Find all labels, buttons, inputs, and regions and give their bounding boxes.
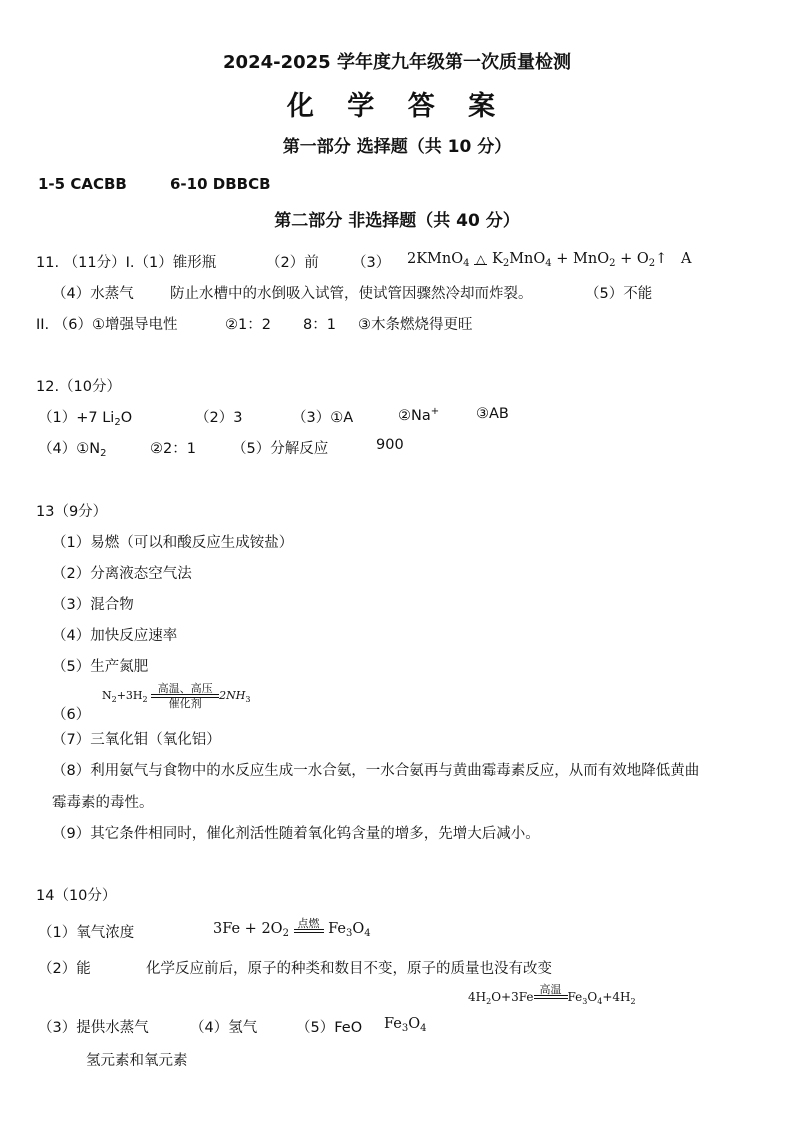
q12-heading: 12.（10分）	[36, 379, 122, 395]
q14-line2-b: 化学反应前后，原子的种类和数目不变，原子的质量也没有改变	[146, 961, 552, 977]
q13-item-8a: （8）利用氨气与食物中的水反应生成一水合氨，一水合氨再与黄曲霉毒素反应，从而有效地降低黄曲	[52, 763, 700, 779]
q12-line1-a: （1）+7 $Li_2O$	[38, 410, 133, 428]
mc-answers-6-10: 6-10 DBBCB	[170, 175, 271, 193]
q12-line2-a: $(4)①N_2$	[38, 441, 107, 459]
q14-line3-d: $Fe_3O_4$	[384, 1016, 427, 1034]
q13-equation: $N_2+3H_2$ 高温、高压 催化剂 $2NH_3$	[102, 682, 251, 710]
q13-item-2: （2）分离液态空气法	[52, 566, 192, 582]
q11-line1-b: （2）前	[266, 255, 319, 271]
q11-line3-d: ③木条燃烧得更旺	[358, 317, 473, 333]
q13-item-3: （3）混合物	[52, 597, 134, 613]
q14-line1-a: （1）氧气浓度	[38, 925, 135, 941]
page-subtitle: 化 学 答 案	[286, 91, 508, 122]
gas-arrow: ↑	[655, 251, 668, 267]
q13-item-7: （7）三氧化钼（氧化铝）	[52, 732, 221, 748]
q13-item-8b: 霉毒素的毒性。	[52, 795, 154, 811]
q11-equation: 2KMnO$_4$ △ $K_2MnO_4 + MnO_2$ + $O_2↑$	[407, 251, 668, 269]
part1-heading: 第一部分 选择题（共 10 分）	[282, 137, 512, 157]
q11-line2-a: （4）水蒸气	[52, 286, 134, 302]
q11-line3-c: 8：1	[303, 317, 336, 333]
q13-item-6: （6）	[52, 707, 91, 723]
q14-heading: 14（10分）	[36, 888, 117, 904]
q13-item-5: （5）生产氮肥	[52, 659, 149, 675]
heat-symbol: △	[476, 252, 486, 266]
q11-line3-b: ②1：2	[225, 317, 271, 333]
q14-line3-b: （4）氢气	[190, 1020, 258, 1036]
q11-line1-c: （3）	[352, 255, 391, 271]
q14-line4: 氢元素和氧元素	[86, 1053, 188, 1069]
q14-line2-a: （2）能	[38, 961, 91, 977]
q12-line2-d: 900	[376, 437, 404, 453]
q11-line1-d: A	[681, 251, 692, 267]
q13-item-9: （9）其它条件相同时，催化剂活性随着氧化钨含量的增多，先增大后减小。	[52, 826, 540, 842]
q12-line1-c: （3）①A	[292, 410, 354, 426]
q14-equation-1: $3Fe + 2O_2$ 点燃 $Fe_3O_4$	[213, 916, 371, 939]
q13-item-1: （1）易燃（可以和酸反应生成铵盐）	[52, 535, 294, 551]
q12-line2-c: （5）分解反应	[232, 441, 329, 457]
page-title: 2024-2025 学年度九年级第一次质量检测	[223, 52, 571, 73]
q12-line1-d: ②Na+	[398, 406, 440, 424]
q11-line1-a: 11. （11分）I.（1）锥形瓶	[36, 255, 217, 271]
q11-line3-a: II. （6）①增强导电性	[36, 317, 178, 333]
q14-equation-5: $4H_2O+3Fe$ 高温 $Fe_3O_4+4H_2$	[468, 983, 636, 1006]
mc-answers-1-5: 1-5 CACBB	[38, 175, 127, 193]
q12-line1-b: （2）3	[195, 410, 243, 426]
q13-heading: 13（9分）	[36, 504, 108, 520]
q12-line1-e: ③AB	[476, 406, 509, 422]
q12-line2-b: ②2：1	[150, 441, 196, 457]
q11-line2-b: 防止水槽中的水倒吸入试管，使试管因骤然冷却而炸裂。	[170, 286, 533, 302]
part2-heading: 第二部分 非选择题（共 40 分）	[274, 211, 520, 231]
q11-line2-c: （5）不能	[585, 286, 653, 302]
q14-line3-a: （3）提供水蒸气	[38, 1020, 149, 1036]
q13-item-4: （4）加快反应速率	[52, 628, 178, 644]
q14-line3-c: （5）FeO	[296, 1020, 363, 1036]
